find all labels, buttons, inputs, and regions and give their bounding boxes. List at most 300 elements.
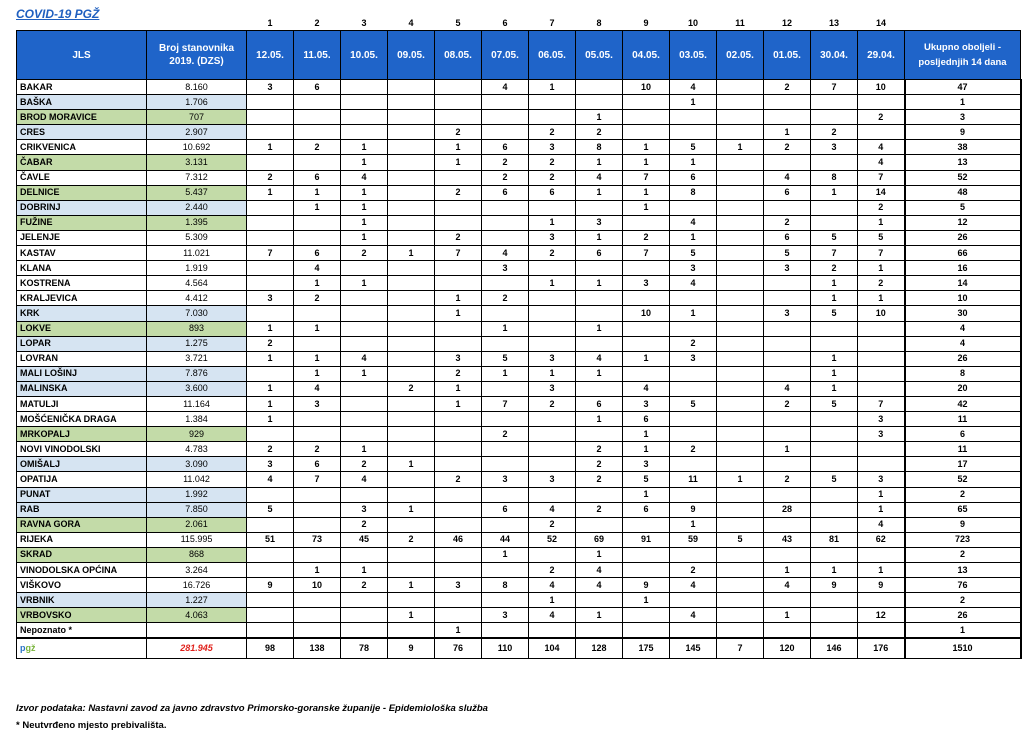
daily-case-cell (435, 200, 482, 215)
daily-case-cell: 1 (623, 427, 670, 442)
daily-case-cell: 1 (623, 442, 670, 457)
daily-case-cell (670, 623, 717, 639)
daily-case-cell: 1 (623, 351, 670, 366)
daily-total-cell: 145 (670, 638, 717, 659)
daily-case-cell (435, 215, 482, 230)
day-number: 14 (875, 18, 886, 28)
day-number: 8 (596, 18, 602, 28)
daily-case-cell: 1 (341, 442, 388, 457)
municipality-name: DOBRINJ (17, 200, 147, 215)
daily-case-cell: 2 (811, 125, 858, 140)
daily-case-cell: 4 (623, 381, 670, 396)
daily-case-cell: 1 (576, 110, 623, 125)
population-cell: 8.160 (147, 80, 247, 95)
daily-total-cell: 76 (435, 638, 482, 659)
daily-case-cell: 81 (811, 532, 858, 547)
page-title[interactable]: COVID-19 PGŽ (16, 7, 100, 21)
daily-case-cell: 6 (670, 170, 717, 185)
daily-case-cell (764, 110, 811, 125)
daily-case-cell: 1 (811, 185, 858, 200)
pgz-logo (17, 638, 147, 659)
municipality-name: OPATIJA (17, 472, 147, 487)
table-row (17, 472, 1021, 487)
municipality-name: MRKOPALJ (17, 427, 147, 442)
daily-case-cell: 7 (294, 472, 341, 487)
daily-case-cell (623, 366, 670, 381)
daily-case-cell (717, 442, 764, 457)
daily-case-cell (623, 125, 670, 140)
daily-case-cell: 1 (576, 230, 623, 245)
daily-case-cell: 7 (435, 246, 482, 261)
daily-case-cell: 2 (858, 276, 905, 291)
daily-case-cell: 91 (623, 532, 670, 547)
blank-cell (17, 12, 147, 31)
daily-case-cell: 1 (764, 125, 811, 140)
logo-letters-gz: gž (25, 643, 36, 654)
daily-case-cell (388, 412, 435, 427)
daily-case-cell: 4 (529, 502, 576, 517)
daily-case-cell: 5 (811, 396, 858, 411)
daily-case-cell (811, 457, 858, 472)
header-jls: JLS (17, 31, 147, 80)
daily-case-cell (576, 291, 623, 306)
daily-case-cell: 2 (247, 442, 294, 457)
daily-case-cell (341, 321, 388, 336)
daily-case-cell (435, 593, 482, 608)
daily-case-cell (717, 215, 764, 230)
daily-case-cell (623, 547, 670, 562)
municipality-name: KRK (17, 306, 147, 321)
population-cell: 929 (147, 427, 247, 442)
daily-case-cell (670, 487, 717, 502)
daily-case-cell (811, 593, 858, 608)
population-cell: 3.600 (147, 381, 247, 396)
total-cell: 5 (905, 200, 1021, 215)
daily-case-cell: 2 (482, 427, 529, 442)
daily-case-cell: 1 (341, 276, 388, 291)
population-cell: 3.721 (147, 351, 247, 366)
daily-case-cell: 1 (294, 185, 341, 200)
daily-case-cell: 1 (576, 321, 623, 336)
daily-case-cell (717, 261, 764, 276)
population-cell: 1.227 (147, 593, 247, 608)
daily-case-cell (623, 563, 670, 578)
daily-case-cell: 3 (482, 261, 529, 276)
daily-case-cell (388, 472, 435, 487)
daily-case-cell: 3 (435, 351, 482, 366)
daily-case-cell (247, 155, 294, 170)
daily-case-cell (576, 95, 623, 110)
daily-case-cell: 1 (576, 276, 623, 291)
municipality-name: ČAVLE (17, 170, 147, 185)
daily-case-cell (388, 110, 435, 125)
daily-case-cell (576, 336, 623, 351)
daily-case-cell (341, 261, 388, 276)
daily-case-cell (670, 381, 717, 396)
daily-case-cell (388, 80, 435, 95)
population-cell: 10.692 (147, 140, 247, 155)
daily-case-cell (435, 80, 482, 95)
daily-case-cell (294, 230, 341, 245)
daily-case-cell: 2 (858, 200, 905, 215)
population-cell: 893 (147, 321, 247, 336)
daily-case-cell: 2 (388, 381, 435, 396)
daily-case-cell (811, 110, 858, 125)
totals-row (17, 638, 1021, 659)
daily-case-cell (435, 427, 482, 442)
daily-case-cell: 1 (341, 366, 388, 381)
daily-case-cell (294, 95, 341, 110)
daily-case-cell (294, 336, 341, 351)
total-cell: 9 (905, 517, 1021, 532)
daily-case-cell: 1 (435, 306, 482, 321)
daily-case-cell (623, 608, 670, 623)
day-number-row (17, 12, 1021, 31)
daily-case-cell: 5 (482, 351, 529, 366)
daily-case-cell (717, 547, 764, 562)
daily-case-cell (482, 623, 529, 639)
daily-case-cell: 6 (482, 502, 529, 517)
daily-case-cell (341, 412, 388, 427)
daily-case-cell: 4 (670, 276, 717, 291)
daily-case-cell (388, 140, 435, 155)
daily-case-cell (388, 427, 435, 442)
daily-case-cell (247, 487, 294, 502)
daily-case-cell (576, 487, 623, 502)
daily-case-cell: 1 (811, 276, 858, 291)
daily-case-cell (858, 623, 905, 639)
daily-case-cell (247, 366, 294, 381)
daily-case-cell (388, 155, 435, 170)
daily-case-cell (341, 291, 388, 306)
municipality-name: VRBOVSKO (17, 608, 147, 623)
daily-case-cell: 2 (764, 396, 811, 411)
daily-case-cell (670, 427, 717, 442)
daily-case-cell (294, 412, 341, 427)
municipality-name: PUNAT (17, 487, 147, 502)
header-population (147, 31, 247, 80)
daily-case-cell: 43 (764, 532, 811, 547)
daily-case-cell (294, 502, 341, 517)
municipality-name: KLANA (17, 261, 147, 276)
daily-case-cell (670, 321, 717, 336)
table-row (17, 336, 1021, 351)
daily-case-cell (294, 487, 341, 502)
daily-case-cell: 5 (764, 246, 811, 261)
daily-case-cell: 1 (435, 155, 482, 170)
day-number: 4 (408, 18, 414, 28)
daily-case-cell (388, 517, 435, 532)
daily-case-cell (435, 321, 482, 336)
daily-case-cell (247, 623, 294, 639)
daily-case-cell (435, 502, 482, 517)
daily-case-cell: 2 (435, 185, 482, 200)
daily-case-cell (717, 291, 764, 306)
daily-case-cell: 6 (576, 246, 623, 261)
daily-case-cell: 1 (811, 381, 858, 396)
total-cell: 1 (905, 623, 1021, 639)
daily-case-cell: 5 (247, 502, 294, 517)
daily-case-cell (717, 95, 764, 110)
daily-case-cell: 1 (388, 578, 435, 593)
daily-case-cell: 2 (576, 457, 623, 472)
daily-case-cell: 1 (482, 366, 529, 381)
daily-case-cell (341, 95, 388, 110)
municipality-name: MATULJI (17, 396, 147, 411)
daily-case-cell (811, 608, 858, 623)
header-date: 12.05. (247, 31, 294, 80)
daily-case-cell: 9 (858, 578, 905, 593)
daily-case-cell: 2 (764, 472, 811, 487)
total-cell: 26 (905, 351, 1021, 366)
daily-case-cell (529, 457, 576, 472)
daily-case-cell (811, 487, 858, 502)
table-row (17, 291, 1021, 306)
daily-case-cell (247, 593, 294, 608)
table-row (17, 215, 1021, 230)
daily-case-cell (388, 261, 435, 276)
daily-case-cell (858, 351, 905, 366)
municipality-name: DELNICE (17, 185, 147, 200)
daily-case-cell (717, 593, 764, 608)
daily-case-cell: 2 (529, 170, 576, 185)
daily-case-cell (247, 608, 294, 623)
daily-case-cell (717, 110, 764, 125)
logo-letter-p: p (20, 643, 26, 654)
municipality-name: MALI LOŠINJ (17, 366, 147, 381)
total-cell: 11 (905, 412, 1021, 427)
daily-case-cell (764, 351, 811, 366)
header-row (17, 31, 1021, 80)
municipality-name: MALINSKA (17, 381, 147, 396)
daily-case-cell: 5 (623, 472, 670, 487)
table-row (17, 246, 1021, 261)
daily-case-cell (858, 381, 905, 396)
daily-case-cell: 46 (435, 532, 482, 547)
daily-case-cell: 3 (858, 427, 905, 442)
daily-case-cell (294, 306, 341, 321)
daily-case-cell (576, 261, 623, 276)
daily-case-cell: 5 (670, 396, 717, 411)
daily-case-cell (576, 593, 623, 608)
daily-case-cell (858, 457, 905, 472)
daily-case-cell: 4 (576, 351, 623, 366)
daily-case-cell (764, 336, 811, 351)
total-cell: 66 (905, 246, 1021, 261)
total-cell: 4 (905, 336, 1021, 351)
daily-case-cell (717, 487, 764, 502)
source-note: Izvor podataka: Nastavni zavod za javno zdravstvo Primorsko-goranske županije - Epidemiološka služba (16, 703, 488, 714)
daily-case-cell (435, 261, 482, 276)
daily-case-cell (247, 547, 294, 562)
daily-total-cell: 98 (247, 638, 294, 659)
municipality-name: JELENJE (17, 230, 147, 245)
daily-case-cell: 12 (858, 608, 905, 623)
population-cell: 3.131 (147, 155, 247, 170)
total-cell: 17 (905, 457, 1021, 472)
daily-case-cell: 4 (670, 608, 717, 623)
daily-case-cell (529, 306, 576, 321)
municipality-name: OMIŠALJ (17, 457, 147, 472)
daily-case-cell (435, 95, 482, 110)
daily-case-cell: 1 (482, 321, 529, 336)
municipality-name: CRIKVENICA (17, 140, 147, 155)
daily-case-cell (388, 442, 435, 457)
daily-case-cell: 7 (858, 170, 905, 185)
table-row (17, 593, 1021, 608)
municipality-name: RAVNA GORA (17, 517, 147, 532)
daily-case-cell: 6 (623, 502, 670, 517)
table-row (17, 532, 1021, 547)
daily-case-cell: 1 (294, 200, 341, 215)
total-cell: 30 (905, 306, 1021, 321)
total-cell: 26 (905, 608, 1021, 623)
population-cell: 11.021 (147, 246, 247, 261)
daily-case-cell: 4 (529, 578, 576, 593)
daily-case-cell (858, 125, 905, 140)
daily-case-cell (670, 200, 717, 215)
daily-case-cell (717, 170, 764, 185)
daily-case-cell (435, 442, 482, 457)
total-cell: 10 (905, 291, 1021, 306)
daily-case-cell: 6 (294, 170, 341, 185)
daily-case-cell (717, 502, 764, 517)
daily-case-cell: 1 (623, 185, 670, 200)
daily-case-cell (435, 487, 482, 502)
daily-case-cell (482, 336, 529, 351)
population-cell: 16.726 (147, 578, 247, 593)
daily-case-cell: 4 (482, 80, 529, 95)
daily-case-cell: 1 (670, 517, 717, 532)
municipality-name: BAŠKA (17, 95, 147, 110)
municipality-name: KRALJEVICA (17, 291, 147, 306)
blank-cell (147, 12, 247, 31)
total-cell: 52 (905, 472, 1021, 487)
daily-case-cell (294, 547, 341, 562)
daily-case-cell (482, 593, 529, 608)
daily-case-cell (811, 215, 858, 230)
daily-case-cell (670, 412, 717, 427)
population-cell: 1.395 (147, 215, 247, 230)
daily-case-cell: 1 (811, 563, 858, 578)
day-number: 13 (828, 18, 839, 28)
daily-case-cell: 1 (576, 608, 623, 623)
daily-case-cell: 3 (670, 261, 717, 276)
daily-case-cell (294, 623, 341, 639)
daily-case-cell (529, 200, 576, 215)
daily-case-cell: 7 (811, 246, 858, 261)
total-cell: 47 (905, 80, 1021, 95)
population-cell: 2.907 (147, 125, 247, 140)
daily-case-cell (388, 276, 435, 291)
daily-case-cell: 2 (576, 502, 623, 517)
daily-case-cell: 5 (717, 532, 764, 547)
daily-case-cell: 1 (576, 155, 623, 170)
daily-case-cell: 62 (858, 532, 905, 547)
daily-case-cell: 3 (764, 306, 811, 321)
total-cell: 6 (905, 427, 1021, 442)
day-number: 7 (549, 18, 555, 28)
daily-case-cell (294, 608, 341, 623)
daily-case-cell: 2 (858, 110, 905, 125)
daily-case-cell (576, 306, 623, 321)
municipality-name: LOVRAN (17, 351, 147, 366)
daily-case-cell: 1 (247, 351, 294, 366)
daily-case-cell (482, 95, 529, 110)
daily-case-cell (670, 457, 717, 472)
total-cell: 52 (905, 170, 1021, 185)
daily-case-cell: 1 (294, 276, 341, 291)
daily-case-cell: 2 (341, 578, 388, 593)
daily-case-cell: 1 (764, 563, 811, 578)
daily-case-cell: 1 (576, 185, 623, 200)
daily-case-cell: 1 (247, 185, 294, 200)
daily-case-cell: 1 (529, 593, 576, 608)
daily-case-cell: 9 (247, 578, 294, 593)
daily-case-cell: 1 (764, 608, 811, 623)
day-number: 10 (687, 18, 698, 28)
population-cell: 4.063 (147, 608, 247, 623)
municipality-name: LOKVE (17, 321, 147, 336)
daily-case-cell: 2 (670, 563, 717, 578)
total-cell: 26 (905, 230, 1021, 245)
daily-case-cell: 7 (623, 170, 670, 185)
daily-case-cell (482, 306, 529, 321)
population-cell: 11.164 (147, 396, 247, 411)
total-cell: 38 (905, 140, 1021, 155)
daily-case-cell (294, 517, 341, 532)
total-cell: 13 (905, 563, 1021, 578)
daily-case-cell: 2 (388, 532, 435, 547)
daily-case-cell: 1 (294, 366, 341, 381)
daily-case-cell (247, 125, 294, 140)
daily-case-cell: 2 (294, 291, 341, 306)
daily-case-cell (623, 261, 670, 276)
daily-case-cell (482, 412, 529, 427)
daily-case-cell (341, 593, 388, 608)
daily-case-cell (294, 593, 341, 608)
daily-case-cell (482, 230, 529, 245)
daily-case-cell: 2 (811, 261, 858, 276)
daily-case-cell (764, 427, 811, 442)
daily-case-cell: 3 (247, 457, 294, 472)
daily-case-cell (435, 608, 482, 623)
covid-table (16, 12, 1022, 659)
daily-case-cell (482, 381, 529, 396)
daily-case-cell: 1 (247, 321, 294, 336)
total-cell: 2 (905, 593, 1021, 608)
daily-case-cell: 1 (858, 291, 905, 306)
daily-case-cell (388, 95, 435, 110)
daily-case-cell (764, 366, 811, 381)
daily-case-cell (388, 623, 435, 639)
daily-case-cell (717, 578, 764, 593)
daily-case-cell (811, 547, 858, 562)
daily-case-cell: 1 (435, 140, 482, 155)
population-cell: 1.992 (147, 487, 247, 502)
daily-case-cell: 7 (811, 80, 858, 95)
daily-case-cell: 3 (858, 412, 905, 427)
total-cell: 20 (905, 381, 1021, 396)
daily-case-cell (670, 110, 717, 125)
daily-case-cell: 2 (294, 140, 341, 155)
daily-case-cell (294, 215, 341, 230)
table-row (17, 487, 1021, 502)
table-row (17, 200, 1021, 215)
table-row (17, 306, 1021, 321)
municipality-name: LOPAR (17, 336, 147, 351)
table-row (17, 155, 1021, 170)
